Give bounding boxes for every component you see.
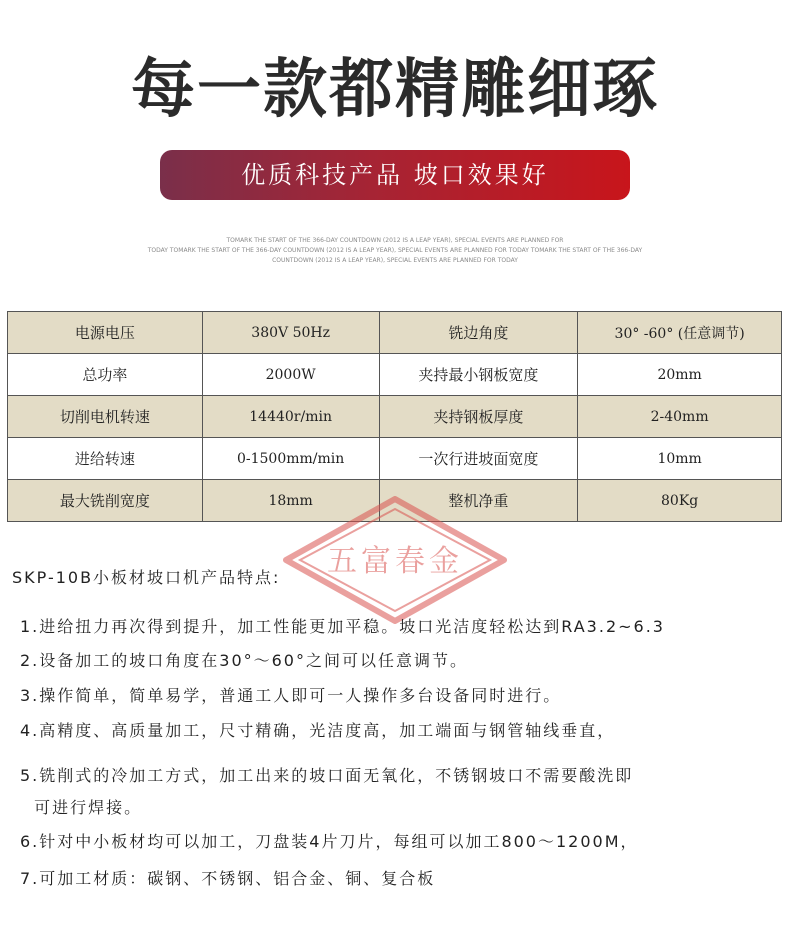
spec-value: 18mm [202, 480, 379, 522]
spec-label: 夹持钢板厚度 [379, 396, 578, 438]
spec-label: 切削电机转速 [8, 396, 203, 438]
spec-label: 总功率 [8, 354, 203, 396]
spec-row [8, 396, 782, 438]
spec-value: 2000W [202, 354, 379, 396]
spec-row [8, 354, 782, 396]
spec-label: 夹持最小钢板宽度 [379, 354, 578, 396]
spec-value: 80Kg [578, 480, 782, 522]
spec-label: 铣边角度 [379, 312, 578, 354]
page-title: 每一款都精雕细琢 [131, 53, 659, 127]
spec-label: 整机净重 [379, 480, 578, 522]
spec-label: 一次行进坡面宽度 [379, 438, 578, 480]
spec-value: 2-40mm [578, 396, 782, 438]
feature-item: 2.设备加工的坡口角度在30°～60°之间可以任意调节。 [20, 651, 468, 670]
spec-value: 30° -60° (任意调节) [578, 312, 782, 354]
spec-row [8, 438, 782, 480]
fine-print-line: COUNTDOWN (2012 IS A LEAP YEAR), SPECIAL EVENTS ARE PLANNED FOR TODAY [272, 257, 518, 264]
fine-print-line: TODAY TOMARK THE START OF THE 366-DAY COUNTDOWN (2012 IS A LEAP YEAR), SPECIAL EVENTS ARE PLANNED FOR TODAY TOMARK THE START OF THE 366-DAY [147, 247, 643, 254]
watermark-text: 五富春金 [327, 544, 463, 579]
fine-print [120, 236, 670, 266]
spec-value: 20mm [578, 354, 782, 396]
features-heading: SKP-10B小板材坡口机产品特点: [12, 568, 281, 587]
spec-table [7, 311, 782, 522]
spec-value: 10mm [578, 438, 782, 480]
spec-row [8, 312, 782, 354]
feature-item: 1.进给扭力再次得到提升，加工性能更加平稳。坡口光洁度轻松达到RA3.2~6.3 [20, 617, 665, 636]
spec-label: 进给转速 [8, 438, 203, 480]
spec-value: 380V 50Hz [202, 312, 379, 354]
feature-item: 7.可加工材质：碳钢、不锈钢、铝合金、铜、复合板 [20, 869, 436, 888]
slogan-banner: 优质科技产品 坡口效果好 [160, 150, 630, 200]
feature-item: 5.铣削式的冷加工方式，加工出来的坡口面无氧化，不锈钢坡口不需要酸洗即 [20, 766, 634, 785]
spec-label: 电源电压 [8, 312, 203, 354]
feature-item: 4.高精度、高质量加工，尺寸精确，光洁度高，加工端面与钢管轴线垂直， [20, 721, 616, 740]
spec-value: 14440r/min [202, 396, 379, 438]
fine-print-line: TOMARK THE START OF THE 366-DAY COUNTDOWN (2012 IS A LEAP YEAR), SPECIAL EVENTS ARE PLANNED FOR [226, 237, 564, 244]
spec-label: 最大铣削宽度 [8, 480, 203, 522]
feature-item: 6.针对中小板材均可以加工，刀盘装4片刀片，每组可以加工800～1200M， [20, 832, 639, 851]
spec-value: 0-1500mm/min [202, 438, 379, 480]
watermark-stamp [280, 495, 510, 625]
feature-item: 3.操作简单，简单易学，普通工人即可一人操作多台设备同时进行。 [20, 686, 562, 705]
feature-item-continued: 可进行焊接。 [20, 798, 143, 817]
